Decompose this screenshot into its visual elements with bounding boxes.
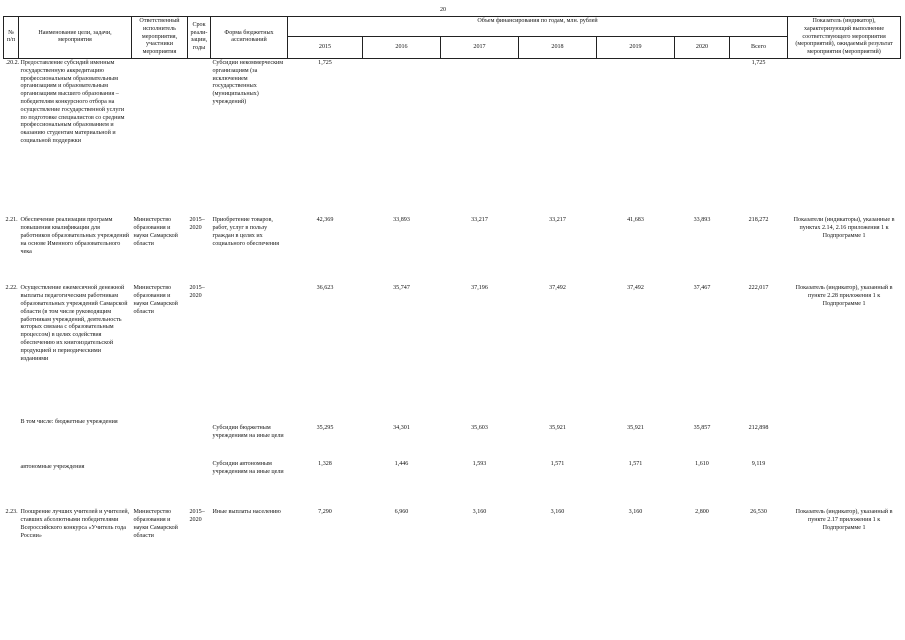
row-number: 2.22.: [5, 285, 18, 292]
header-year-2015: 2015: [288, 37, 363, 59]
table-row: [4, 460, 901, 508]
header-term: Срок реали-зации, годы: [188, 17, 211, 59]
row-value-2016: 6,960: [394, 509, 409, 516]
row-executor: Министерство образования и науки Самарской области: [133, 509, 178, 539]
row-value-2017: 33,217: [471, 217, 488, 224]
header-form: Форма бюджетных ассигнований: [211, 17, 288, 59]
row-form: [211, 284, 288, 414]
row-value-2018: 35,921: [549, 425, 566, 432]
row-form: Иные выплаты населению: [212, 509, 281, 516]
row-form: Субсидии автономным учреждениям на иные цели: [212, 461, 284, 476]
row-value-2017: 37,196: [471, 285, 488, 292]
header-year-2018: 2018: [519, 37, 597, 59]
row-value-2020: 33,893: [693, 217, 711, 224]
row-indicator: [788, 58, 901, 216]
row-value-2019: 41,683: [627, 217, 644, 224]
header-year-2019: 2019: [597, 37, 675, 59]
row-name: автономные учреждения: [20, 464, 85, 471]
row-number: [4, 414, 19, 460]
row-number: 2.23.: [5, 509, 18, 516]
row-name: Поощрение лучших учителей и учителей, ставших абсолютными победителями Всероссийского конкурса «Учитель года России»: [20, 509, 130, 539]
row-total: 218,272: [748, 217, 769, 224]
row-value-2017: 1,593: [472, 461, 487, 468]
header-year-2017: 2017: [441, 37, 519, 59]
row-value-2016: 34,301: [393, 425, 410, 432]
header-num: № п/п: [4, 17, 19, 59]
row-value-2015: 1,328: [318, 461, 332, 468]
row-value-2016: 35,747: [393, 285, 410, 292]
table-row: [4, 58, 901, 216]
table-row: [4, 414, 901, 460]
row-value-2018: 33,217: [549, 217, 566, 224]
table-row: [4, 216, 901, 284]
header-year-2016: 2016: [363, 37, 441, 59]
row-executor: [132, 58, 188, 216]
header-year-2020: 2020: [675, 37, 730, 59]
row-name: В том числе: бюджетные учреждения: [20, 419, 118, 426]
row-value-2015: 42,369: [316, 217, 334, 224]
row-name: Осуществление ежемесячной денежной выплаты педагогическим работникам образовательных учреждений Самарской области (в том числе руководящим работникам учреждений, деятельность которых связана с образовательным процессом) в целях содействия обеспечению их книгоиздательской продукцией и периодическими изданиями: [20, 285, 128, 362]
row-value-2018: 37,492: [549, 285, 566, 292]
row-value-2015: 1,725: [318, 59, 332, 66]
table-row: [4, 284, 901, 414]
row-value-2020: 35,857: [693, 425, 711, 432]
financing-table: [3, 16, 901, 568]
row-total: 1,725: [751, 59, 766, 66]
row-executor: [132, 414, 188, 460]
row-value-2018: 1,571: [550, 461, 565, 468]
row-number: .20.2.: [5, 59, 20, 66]
row-value-2017: 35,603: [471, 425, 488, 432]
row-value-2018: [519, 58, 597, 216]
row-indicator: [788, 460, 901, 508]
row-value-2019: 3,160: [628, 509, 643, 516]
row-value-2020: 1,610: [695, 461, 709, 468]
table-row: [4, 508, 901, 568]
row-value-2019: [597, 58, 675, 216]
row-indicator: Показатель (индикатор), указанный в пункте 2.17 приложения 1 к Подпрограмме 1: [795, 509, 893, 532]
row-value-2017: 3,160: [472, 509, 487, 516]
row-indicator: Показатели (индикаторы), указанные в пунктах 2.14, 2.16 приложения 1 к Подпрограмме 1: [793, 217, 895, 240]
row-form: Субсидии бюджетным учреждениям на иные цели: [212, 425, 284, 440]
row-term: 2015–2020: [189, 509, 205, 524]
row-total: 222,017: [748, 285, 769, 292]
row-total: 212,898: [748, 425, 769, 432]
row-form: Субсидии некоммерческим организациям (за исключением государственных (муниципальных) учреждений): [212, 59, 284, 105]
row-executor: Министерство образования и науки Самарской области: [133, 217, 178, 247]
row-total: 9,119: [751, 461, 766, 468]
row-executor: Министерство образования и науки Самарской области: [133, 285, 178, 315]
row-term: 2015–2020: [189, 217, 205, 232]
row-name: Обеспечение реализации программ повышения квалификации для работников образовательных учреждений на основе Именного образовательного чека: [20, 217, 130, 255]
row-value-2016: [363, 58, 441, 216]
row-value-2018: 3,160: [550, 509, 565, 516]
row-value-2017: [441, 58, 519, 216]
row-indicator: [788, 414, 901, 460]
row-value-2019: 37,492: [627, 285, 644, 292]
row-value-2020: 2,800: [695, 509, 709, 516]
row-value-2019: 1,571: [628, 461, 643, 468]
row-term: [188, 414, 211, 460]
row-indicator: Показатель (индикатор), указанный в пункте 2.28 приложения 1 к Подпрограмме 1: [795, 285, 893, 308]
row-term: [188, 58, 211, 216]
row-value-2015: 35,295: [316, 425, 334, 432]
row-term: [188, 460, 211, 508]
row-value-2015: 36,623: [316, 285, 334, 292]
header-executor: Ответственный исполнитель мероприятия, участники мероприятия: [132, 17, 188, 59]
row-value-2016: 1,446: [394, 461, 409, 468]
page-number: 20: [440, 7, 446, 13]
row-value-2015: 7,290: [318, 509, 332, 516]
row-executor: [132, 460, 188, 508]
row-term: 2015–2020: [189, 285, 205, 300]
row-value-2016: 33,893: [393, 217, 410, 224]
row-value-2020: 37,467: [693, 285, 711, 292]
row-form: Приобретение товаров, работ, услуг в пользу граждан в целях их социального обеспечения: [212, 217, 280, 247]
header-financing: Объем финансирования по годам, млн. рублей: [288, 17, 788, 37]
row-total: 26,530: [750, 509, 767, 516]
header-name: Наименование цели, задачи, мероприятия: [19, 17, 132, 59]
row-value-2019: 35,921: [627, 425, 644, 432]
row-value-2020: [675, 58, 730, 216]
row-number: 2.21.: [5, 217, 18, 224]
header-indicator: Показатель (индикатор), характеризующий выполнение соответствующего мероприятия (мероприятий), ожидаемый результат мероприятия (мероприятий): [788, 17, 901, 59]
header-total: Всего: [730, 37, 788, 59]
row-number: [4, 460, 19, 508]
row-name: Предоставление субсидий именным государственную аккредитацию профессиональным образовательным организациям и образовательным организациям высшего образования – победителям конкурсного отбора на осуществление государственной услуги по подготовке специалистов со средним профессиональным образованием и оказанию студентам материальной и социальной поддержки: [20, 59, 125, 144]
